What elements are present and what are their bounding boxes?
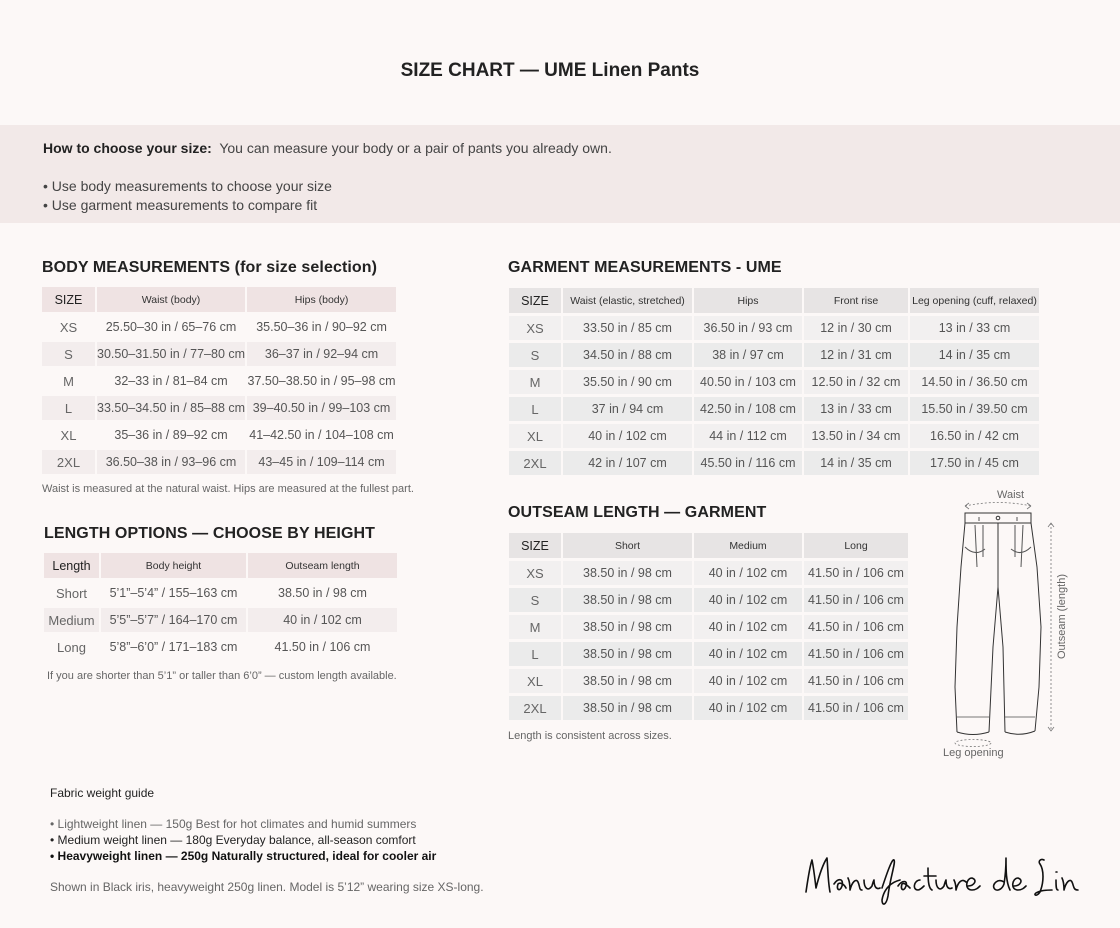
- how-to-section: [0, 125, 1120, 223]
- long-cell: 41.50 in / 106 cm: [804, 615, 908, 639]
- height-cell: 5’1”–5’4” / 155–163 cm: [109, 586, 238, 600]
- table-row: [509, 588, 908, 612]
- column-header: SIZE: [509, 288, 561, 313]
- how-to-text: You can measure your body or a pair of pants you already own.: [219, 140, 612, 156]
- body-measurements-heading: BODY MEASUREMENTS (for size selection): [42, 259, 378, 276]
- column-header: Waist (body): [97, 287, 245, 312]
- hips-cell: 36–37 in / 92–94 cm: [247, 342, 396, 366]
- table-row: [509, 424, 1039, 448]
- size-cell: 2XL: [42, 450, 95, 474]
- table-row: [42, 450, 396, 474]
- table-row: [509, 397, 1039, 421]
- table-header-row: [42, 287, 396, 312]
- column-header: Medium: [694, 533, 802, 558]
- waist-cell: 33.50 in / 85 cm: [563, 316, 692, 340]
- table-row: [509, 451, 1039, 475]
- waist-cell: 32–33 in / 81–84 cm: [114, 374, 228, 388]
- outseam-cell: 41.50 in / 106 cm: [274, 640, 371, 654]
- column-header: Hips (body): [247, 287, 396, 312]
- leg-opening-cell: 15.50 in / 39.50 cm: [910, 397, 1039, 421]
- table-row: [42, 369, 396, 393]
- pants-outline: [955, 513, 1041, 735]
- waist-label: Waist: [997, 489, 1025, 501]
- leg-opening-cell: 14 in / 35 cm: [910, 343, 1039, 367]
- waist-cell: 37 in / 94 cm: [563, 397, 692, 421]
- waist-cell: 35.50 in / 90 cm: [563, 370, 692, 394]
- size-cell: XL: [60, 427, 77, 443]
- column-header: Leg opening (cuff, relaxed): [910, 288, 1039, 313]
- leg-opening-cell: 17.50 in / 45 cm: [910, 451, 1039, 475]
- outseam-length-note: Length is consistent across sizes.: [508, 730, 672, 742]
- front-rise-cell: 12 in / 31 cm: [804, 343, 908, 367]
- medium-cell: 40 in / 102 cm: [694, 696, 802, 720]
- hips-cell: 45.50 in / 116 cm: [694, 451, 802, 475]
- column-header: SIZE: [509, 533, 561, 558]
- table-row: [509, 370, 1039, 394]
- fabric-item-lightweight: • Lightweight linen — 150g Best for hot climates and humid summers: [50, 817, 417, 831]
- short-cell: 38.50 in / 98 cm: [563, 642, 692, 666]
- column-header: Long: [804, 533, 908, 558]
- front-rise-cell: 14 in / 35 cm: [804, 451, 908, 475]
- table-row: [509, 669, 908, 693]
- size-cell: XL: [509, 424, 561, 448]
- length-cell: Long: [57, 639, 86, 655]
- table-row: [44, 608, 397, 632]
- hips-cell: 37.50–38.50 in / 95–98 cm: [247, 374, 396, 388]
- size-cell: S: [42, 342, 95, 366]
- how-to-line: [43, 140, 612, 156]
- table-row: [42, 396, 396, 420]
- hips-cell: 39–40.50 in / 99–103 cm: [247, 396, 396, 420]
- column-header: Hips: [694, 288, 802, 313]
- table-row: [509, 561, 908, 585]
- leg-opening-cell: 16.50 in / 42 cm: [910, 424, 1039, 448]
- how-to-bullet: • Use garment measurements to compare fit: [43, 197, 318, 213]
- waist-cell: 40 in / 102 cm: [563, 424, 692, 448]
- medium-cell: 40 in / 102 cm: [694, 561, 802, 585]
- long-cell: 41.50 in / 106 cm: [804, 588, 908, 612]
- hips-cell: 36.50 in / 93 cm: [694, 316, 802, 340]
- size-cell: L: [509, 642, 561, 666]
- hips-cell: 44 in / 112 cm: [694, 424, 802, 448]
- hips-cell: 38 in / 97 cm: [694, 343, 802, 367]
- table-header-row: [44, 553, 397, 578]
- outseam-label: Outseam (length): [1056, 574, 1068, 659]
- garment-measurements-table: [507, 285, 1041, 478]
- size-cell: XL: [509, 669, 561, 693]
- size-cell: 2XL: [509, 451, 561, 475]
- size-cell: XS: [509, 561, 561, 585]
- size-cell: XS: [509, 316, 561, 340]
- short-cell: 38.50 in / 98 cm: [563, 669, 692, 693]
- long-cell: 41.50 in / 106 cm: [804, 642, 908, 666]
- fabric-guide-title: Fabric weight guide: [50, 786, 155, 800]
- column-header: Body height: [101, 553, 246, 578]
- short-cell: 38.50 in / 98 cm: [563, 696, 692, 720]
- hips-cell: 41–42.50 in / 104–108 cm: [249, 428, 394, 442]
- leg-opening-cell: 13 in / 33 cm: [910, 316, 1039, 340]
- medium-cell: 40 in / 102 cm: [694, 615, 802, 639]
- size-cell: XS: [59, 319, 78, 335]
- shown-in-note: Shown in Black iris, heavyweight 250g linen. Model is 5’12” wearing size XS-long.: [50, 880, 484, 894]
- short-cell: 38.50 in / 98 cm: [563, 615, 692, 639]
- waist-cell: 25.50–30 in / 65–76 cm: [105, 320, 237, 334]
- front-rise-cell: 12 in / 30 cm: [804, 316, 908, 340]
- outseam-cell: 40 in / 102 cm: [248, 608, 397, 632]
- column-header: Short: [563, 533, 692, 558]
- body-measurements-table: [40, 284, 398, 477]
- table-row: [509, 642, 908, 666]
- how-to-bullet: • Use body measurements to choose your size: [43, 178, 332, 194]
- length-options-heading: LENGTH OPTIONS — CHOOSE BY HEIGHT: [44, 525, 376, 542]
- front-rise-cell: 12.50 in / 32 cm: [804, 370, 908, 394]
- table-row: [42, 342, 396, 366]
- fabric-item-heavyweight: • Heavyweight linen — 250g Naturally structured, ideal for cooler air: [50, 849, 437, 863]
- table-row: [509, 316, 1039, 340]
- table-row: [42, 315, 396, 339]
- column-header: Outseam length: [248, 553, 397, 578]
- size-cell: M: [509, 370, 561, 394]
- length-cell: Short: [55, 585, 88, 601]
- size-cell: M: [509, 615, 561, 639]
- leg-opening-cell: 14.50 in / 36.50 cm: [910, 370, 1039, 394]
- long-cell: 41.50 in / 106 cm: [804, 561, 908, 585]
- short-cell: 38.50 in / 98 cm: [563, 588, 692, 612]
- table-row: [44, 635, 397, 659]
- column-header: Front rise: [804, 288, 908, 313]
- leg-opening-label: Leg opening: [943, 747, 1004, 759]
- fabric-item-medium: • Medium weight linen — 180g Everyday balance, all-season comfort: [50, 833, 416, 847]
- size-cell: L: [42, 396, 95, 420]
- hips-cell: 43–45 in / 109–114 cm: [247, 450, 396, 474]
- table-header-row: [509, 533, 908, 558]
- leg-opening-ellipse: [955, 740, 991, 747]
- waist-arrow: [965, 503, 1031, 507]
- body-measurements-note: Waist is measured at the natural waist. Hips are measured at the fullest part.: [42, 483, 414, 495]
- waist-cell: 36.50–38 in / 93–96 cm: [97, 450, 245, 474]
- table-header-row: [509, 288, 1039, 313]
- waist-cell: 30.50–31.50 in / 77–80 cm: [97, 342, 245, 366]
- waist-cell: 33.50–34.50 in / 85–88 cm: [97, 396, 245, 420]
- brand-signature-logo: [800, 848, 1085, 908]
- table-row: [509, 615, 908, 639]
- long-cell: 41.50 in / 106 cm: [804, 669, 908, 693]
- size-cell: M: [63, 373, 74, 389]
- table-row: [42, 423, 396, 447]
- garment-measurements-heading: GARMENT MEASUREMENTS - UME: [508, 259, 782, 276]
- waist-cell: 35–36 in / 89–92 cm: [114, 428, 228, 442]
- height-cell: 5’8”–6’0” / 171–183 cm: [109, 640, 238, 654]
- column-header: Waist (elastic, stretched): [563, 288, 692, 313]
- size-cell: S: [509, 343, 561, 367]
- hips-cell: 35.50–36 in / 90–92 cm: [256, 320, 387, 334]
- height-cell: 5’5”–5’7” / 164–170 cm: [101, 608, 246, 632]
- table-row: [509, 696, 908, 720]
- hips-cell: 40.50 in / 103 cm: [694, 370, 802, 394]
- medium-cell: 40 in / 102 cm: [694, 669, 802, 693]
- how-to-label: How to choose your size:: [43, 140, 212, 156]
- outseam-length-heading: OUTSEAM LENGTH — GARMENT: [508, 504, 767, 521]
- length-options-table: [42, 550, 399, 662]
- waist-cell: 34.50 in / 88 cm: [563, 343, 692, 367]
- hips-cell: 42.50 in / 108 cm: [694, 397, 802, 421]
- short-cell: 38.50 in / 98 cm: [563, 561, 692, 585]
- page-title: SIZE CHART — UME Linen Pants: [400, 60, 700, 81]
- table-row: [44, 581, 397, 605]
- medium-cell: 40 in / 102 cm: [694, 588, 802, 612]
- size-cell: 2XL: [509, 696, 561, 720]
- long-cell: 41.50 in / 106 cm: [804, 696, 908, 720]
- column-header: Length: [44, 553, 99, 578]
- outseam-cell: 38.50 in / 98 cm: [278, 586, 367, 600]
- table-row: [509, 343, 1039, 367]
- medium-cell: 40 in / 102 cm: [694, 642, 802, 666]
- size-cell: L: [509, 397, 561, 421]
- front-rise-cell: 13 in / 33 cm: [804, 397, 908, 421]
- column-header: SIZE: [42, 287, 95, 312]
- outseam-length-table: [507, 530, 910, 723]
- front-rise-cell: 13.50 in / 34 cm: [804, 424, 908, 448]
- length-options-note: If you are shorter than 5’1” or taller than 6’0” — custom length available.: [47, 670, 397, 682]
- pants-diagram: [935, 487, 1085, 762]
- size-cell: S: [509, 588, 561, 612]
- waist-cell: 42 in / 107 cm: [563, 451, 692, 475]
- length-cell: Medium: [44, 608, 99, 632]
